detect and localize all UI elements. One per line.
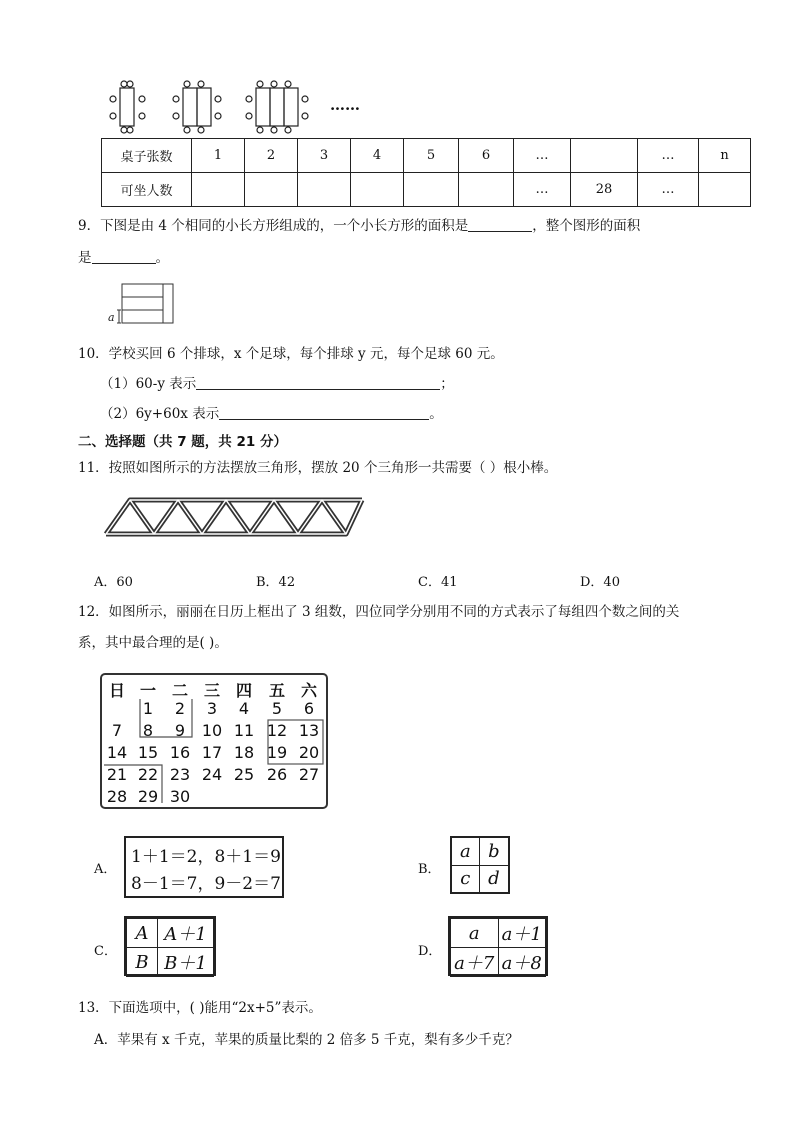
weekday: 四 [235, 681, 252, 700]
q10-text: ； [440, 376, 454, 392]
calendar-day: 21 [106, 765, 128, 784]
seating-table [101, 138, 751, 207]
table-cell [404, 173, 459, 207]
section-title: 二、选择题（共 7 题，共 21 分） [78, 434, 287, 450]
table-cell: … [514, 173, 571, 207]
q9-text: 。 [155, 250, 169, 266]
calendar-day: 18 [233, 743, 255, 762]
option-b[interactable]: B．42 [256, 575, 296, 590]
calendar-day: 14 [106, 743, 128, 762]
rectangles-figure [106, 280, 178, 326]
calendar-day: 5 [271, 699, 283, 718]
weekday: 三 [203, 681, 220, 700]
option-c-box[interactable] [124, 916, 216, 976]
q10-text: （1）60-y 表示 [100, 376, 197, 392]
calendar-day: 25 [233, 765, 255, 784]
q12-line1: 12．如图所示，丽丽在日历上框出了 3 组数，四位同学分别用不同的方式表示了每组四个数之间的关 [78, 604, 680, 620]
table-row [102, 173, 751, 207]
weekday: 一 [139, 681, 156, 700]
table-cell: 28 [571, 173, 638, 207]
q9-text: ，整个图形的面积 [532, 218, 641, 234]
table-cell [571, 139, 638, 173]
calendar-day: 26 [266, 765, 288, 784]
option-a-box[interactable] [124, 836, 284, 898]
q10-text: （2）6y+60x 表示 [100, 406, 220, 422]
calendar-day: 30 [169, 787, 191, 806]
table-cell: 5 [404, 139, 459, 173]
option-c-label[interactable]: C． [94, 944, 117, 959]
calendar-day: 20 [298, 743, 320, 762]
cell-b: b [479, 838, 508, 866]
table-cell: 3 [298, 139, 351, 173]
cell-a: a [451, 919, 499, 948]
q9-line2 [78, 246, 169, 266]
cell-B-plus-1: B＋1 [158, 948, 214, 977]
option-a-line2: 8－1＝7，9－2＝7 [131, 874, 281, 894]
ellipsis-dots: …… [330, 96, 360, 114]
calendar-day: 2 [174, 699, 186, 718]
cell-a-plus-8: a＋8 [498, 948, 546, 977]
table-cell: 4 [351, 139, 404, 173]
q9-text: 是 [78, 250, 92, 266]
triangles-sticks-figure [100, 494, 366, 540]
q11-stem: 11．按照如图所示的方法摆放三角形，摆放 20 个三角形一共需要（ ）根小棒。 [78, 460, 558, 476]
calendar-day: 24 [201, 765, 223, 784]
table-cell: n [699, 139, 751, 173]
answer-blank[interactable] [92, 251, 156, 264]
q13-option-a[interactable]: A．苹果有 x 千克，苹果的质量比梨的 2 倍多 5 千克，梨有多少千克？ [94, 1032, 519, 1048]
table-cell [351, 173, 404, 207]
q10-text: 。 [429, 406, 443, 422]
q9-line1 [78, 214, 640, 234]
q10-part1 [100, 372, 454, 392]
table-cell [245, 173, 298, 207]
calendar-day: 3 [206, 699, 218, 718]
calendar-day: 15 [137, 743, 159, 762]
answer-blank[interactable] [219, 407, 429, 420]
table-row [102, 139, 751, 173]
option-b-label[interactable]: B． [418, 862, 441, 877]
option-c[interactable]: C．41 [418, 575, 458, 590]
option-d[interactable]: D．40 [580, 575, 620, 590]
cell-A: A [127, 919, 158, 948]
option-d-label[interactable]: D． [418, 944, 442, 959]
option-b-box[interactable] [450, 836, 510, 894]
cell-c: c [452, 865, 480, 893]
q13-stem: 13．下面选项中，( )能用“2x+5”表示。 [78, 1000, 322, 1016]
calendar-day: 16 [169, 743, 191, 762]
table-cell [298, 173, 351, 207]
cell-d: d [479, 865, 508, 893]
option-a[interactable]: A．60 [94, 575, 133, 590]
table-cell [699, 173, 751, 207]
table-cell: … [638, 173, 699, 207]
calendar-day: 29 [137, 787, 159, 806]
weekday: 五 [268, 681, 285, 700]
calendar-day: 9 [174, 721, 186, 740]
cell-a-plus-7: a＋7 [451, 948, 499, 977]
option-d-box[interactable] [448, 916, 548, 976]
q9-text: 9．下图是由 4 个相同的小长方形组成的，一个小长方形的面积是 [78, 218, 469, 234]
row-label: 可坐人数 [102, 173, 192, 207]
table-cell [459, 173, 514, 207]
weekday: 二 [171, 681, 188, 700]
option-a-line1: 1＋1＝2，8＋1＝9 [131, 847, 281, 867]
calendar-day: 10 [201, 721, 223, 740]
option-a-label[interactable]: A． [94, 862, 117, 877]
calendar-day: 23 [169, 765, 191, 784]
calendar [100, 673, 328, 809]
calendar-day: 13 [298, 721, 320, 740]
calendar-day: 8 [142, 721, 154, 740]
table-cell: 6 [459, 139, 514, 173]
calendar-day: 6 [303, 699, 315, 718]
weekday: 日 [108, 681, 125, 700]
calendar-day: 27 [298, 765, 320, 784]
calendar-day: 1 [142, 699, 154, 718]
cell-a-plus-1: a＋1 [498, 919, 546, 948]
calendar-frames [102, 675, 326, 807]
calendar-day: 7 [111, 721, 123, 740]
label-a: a [108, 311, 115, 324]
answer-blank[interactable] [196, 377, 440, 390]
table-cell: … [514, 139, 571, 173]
calendar-day: 4 [238, 699, 250, 718]
table-cell: … [638, 139, 699, 173]
calendar-day: 17 [201, 743, 223, 762]
cell-a: a [452, 838, 480, 866]
tables-seating-figure [104, 80, 364, 136]
calendar-day: 11 [233, 721, 255, 740]
cell-A-plus-1: A＋1 [158, 919, 214, 948]
weekday: 六 [300, 681, 317, 700]
cell-B: B [127, 948, 158, 977]
calendar-day: 22 [137, 765, 159, 784]
answer-blank[interactable] [468, 219, 532, 232]
table-cell: 2 [245, 139, 298, 173]
calendar-day: 19 [266, 743, 288, 762]
calendar-day: 28 [106, 787, 128, 806]
q10-part2 [100, 402, 443, 422]
q10-stem: 10．学校买回 6 个排球，x 个足球，每个排球 y 元，每个足球 60 元。 [78, 346, 504, 362]
q12-line2: 系，其中最合理的是( )。 [78, 635, 228, 651]
table-cell [192, 173, 245, 207]
row-label: 桌子张数 [102, 139, 192, 173]
table-cell: 1 [192, 139, 245, 173]
calendar-day: 12 [266, 721, 288, 740]
